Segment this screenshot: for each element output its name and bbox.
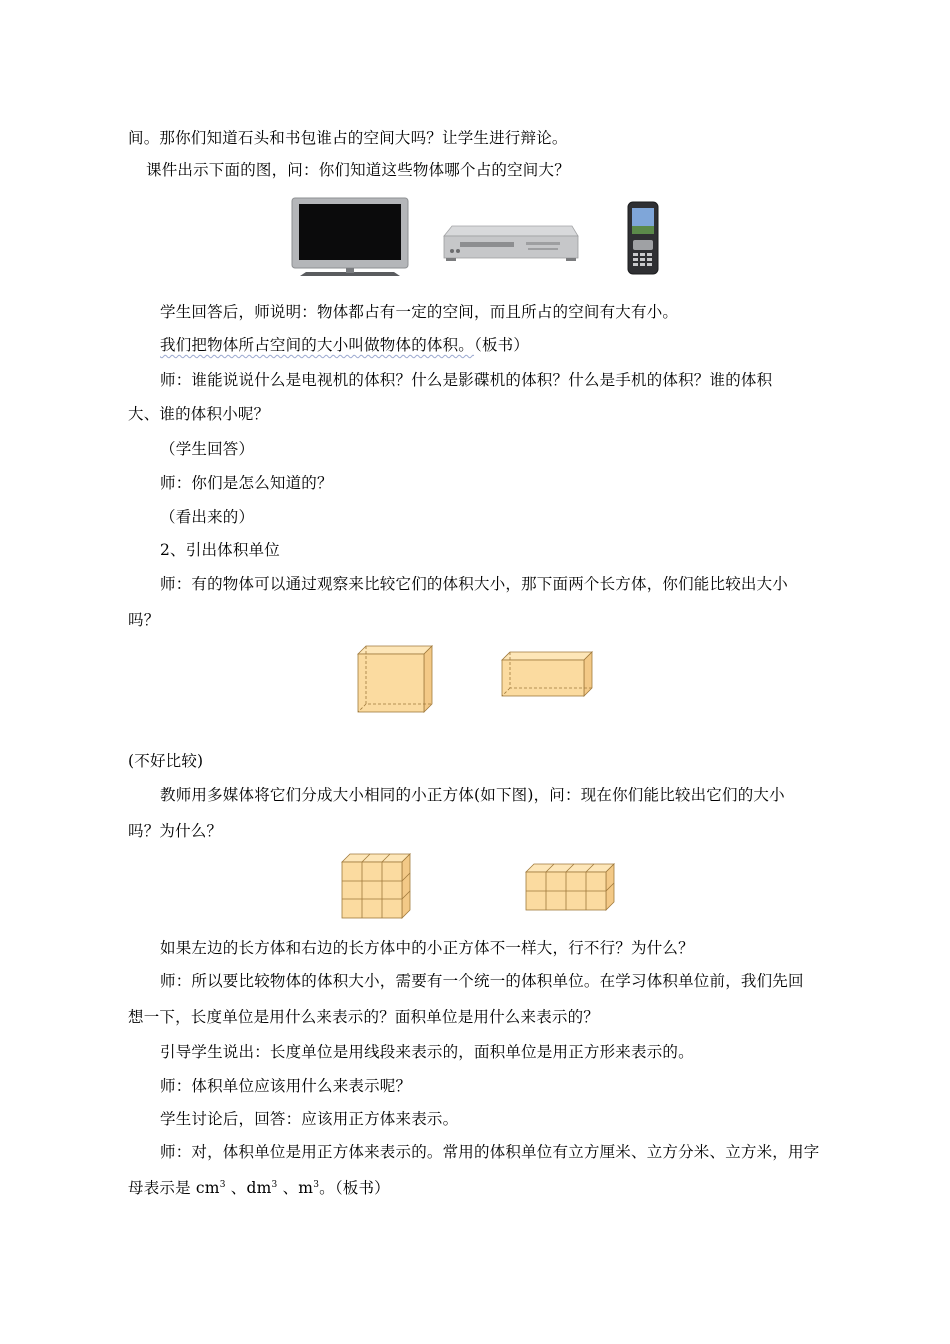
section-heading: 2、引出体积单位: [160, 541, 280, 559]
paragraph-line: 师：体积单位应该用什么来表示呢？: [160, 1077, 412, 1095]
units-line: [128, 1178, 390, 1198]
unit-text: 母表示是 cm: [128, 1179, 220, 1197]
exponent: 3: [271, 1180, 278, 1190]
cubes-4x2: [526, 864, 614, 910]
paragraph-line: 师：有的物体可以通过观察来比较它们的体积大小，那下面两个长方体，你们能比较出大小: [160, 575, 789, 593]
paragraph-line: 师：所以要比较物体的体积大小，需要有一个统一的体积单位。在学习体积单位前，我们先回: [160, 972, 804, 990]
paragraph-line: （学生回答）: [160, 440, 255, 458]
cubes-3x3: [342, 854, 410, 918]
paragraph-line: 课件出示下面的图，问：你们知道这些物体哪个占的空间大？: [146, 161, 570, 179]
unit-text: 、dm: [225, 1179, 272, 1197]
paragraph-line: 吗？为什么？: [128, 822, 223, 840]
paragraph-line: 教师用多媒体将它们分成大小相同的小正方体(如下图)，问：现在你们能比较出它们的大小: [160, 786, 785, 804]
paragraph-line: 学生回答后，师说明：物体都占有一定的空间，而且所占的空间有大有小。: [160, 303, 679, 321]
paragraph-line: 吗？: [128, 611, 160, 629]
paragraph-line: 间。那你们知道石头和书包谁占的空间大吗？让学生进行辩论。: [128, 129, 568, 147]
dvd-player-image: [444, 226, 578, 261]
paragraph-line: 想一下，长度单位是用什么来表示的？面积单位是用什么来表示的？: [128, 1008, 600, 1026]
paragraph-line: [160, 335, 529, 355]
unit-text: 、m: [277, 1179, 314, 1197]
paragraph-line: 师：你们是怎么知道的？: [160, 474, 333, 492]
cuboids-figure: [352, 640, 602, 718]
board-note: （板书）: [474, 336, 530, 354]
long-cuboid: [502, 652, 592, 696]
paragraph-line: 引导学生说出：长度单位是用线段来表示的，面积单位是用正方形来表示的。: [160, 1043, 694, 1061]
unit-cubes-figure: [336, 850, 616, 922]
paragraph-line: （看出来的）: [160, 508, 255, 526]
tall-cuboid: [358, 646, 432, 712]
exponent: 3: [313, 1180, 320, 1190]
paragraph-line: 大、谁的体积小呢？: [128, 405, 270, 423]
paragraph-line: 师：对，体积单位是用正方体来表示的。常用的体积单位有立方厘米、立方分米、立方米，用字: [160, 1143, 820, 1161]
paragraph-line: 如果左边的长方体和右边的长方体中的小正方体不一样大，行不行？为什么？: [160, 939, 694, 957]
paragraph-line: 学生讨论后，回答：应该用正方体来表示。: [160, 1110, 459, 1128]
devices-figure: [288, 196, 668, 278]
exponent: 3: [219, 1180, 226, 1190]
mobile-phone-image: [628, 202, 658, 274]
paragraph-line: 师：谁能说说什么是电视机的体积？什么是影碟机的体积？什么是手机的体积？谁的体积: [160, 371, 773, 389]
tv-image: [292, 198, 408, 276]
board-note: 。（板书）: [319, 1179, 390, 1197]
paragraph-line: (不好比较): [128, 752, 204, 770]
definition-text: 我们把物体所占空间的大小叫做物体的体积。: [160, 336, 475, 354]
